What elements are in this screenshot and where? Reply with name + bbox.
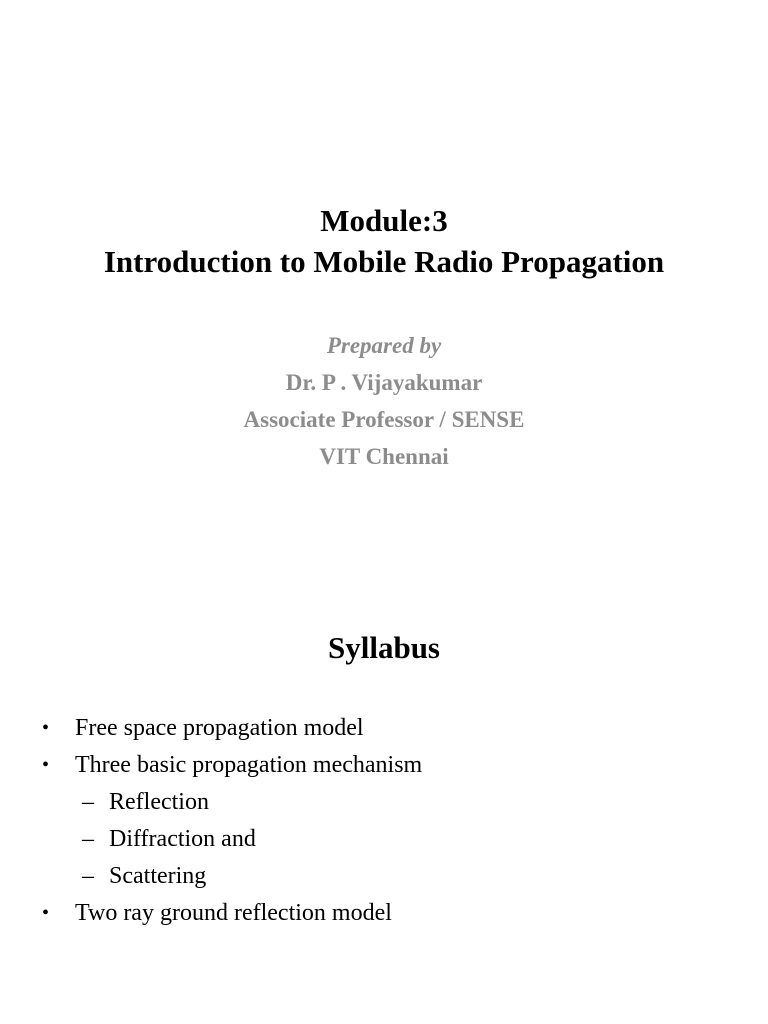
author-institution: VIT Chennai: [319, 444, 449, 469]
list-item: [0, 895, 768, 932]
dash-icon: –: [82, 826, 94, 852]
list-item: [0, 858, 768, 895]
list-item-text: Scattering: [109, 863, 207, 889]
module-title: Module:3: [320, 203, 448, 238]
author-position: Associate Professor / SENSE: [243, 407, 525, 432]
list-item-text: Reflection: [109, 789, 209, 815]
author-name: Dr. P . Vijayakumar: [285, 370, 483, 395]
syllabus-list: [0, 710, 768, 932]
dash-icon: –: [82, 863, 94, 889]
bullet-icon: •: [42, 902, 50, 924]
list-item-text: Free space propagation model: [75, 715, 364, 741]
list-item: [0, 821, 768, 858]
course-title: Introduction to Mobile Radio Propagation: [103, 244, 665, 279]
syllabus-slide: [0, 560, 768, 1024]
list-item: [0, 784, 768, 821]
bullet-icon: •: [42, 754, 50, 776]
list-item-text: Diffraction and: [109, 826, 256, 852]
prepared-by-label: Prepared by: [326, 333, 442, 358]
list-item: [0, 747, 768, 784]
bullet-icon: •: [42, 717, 50, 739]
list-item: [0, 710, 768, 747]
list-item-text: Two ray ground reflection model: [75, 900, 392, 926]
list-item-text: Three basic propagation mechanism: [75, 752, 423, 778]
dash-icon: –: [82, 789, 94, 815]
syllabus-title: Syllabus: [327, 630, 440, 665]
